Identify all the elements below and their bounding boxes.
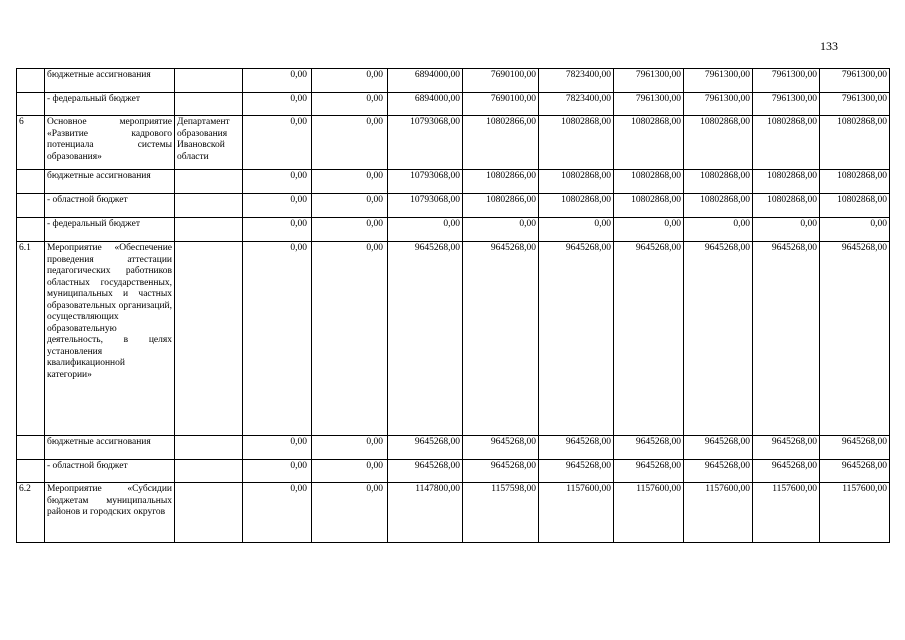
executor-cell xyxy=(175,436,243,460)
executor-cell: Департамент образования Ивановской области xyxy=(175,116,243,170)
row-number-cell: 6.1 xyxy=(17,242,45,436)
amount-cell: 9645268,00 xyxy=(614,436,684,460)
row-number-cell: 6.2 xyxy=(17,483,45,543)
amount-cell: 10802868,00 xyxy=(753,116,820,170)
executor-cell xyxy=(175,242,243,436)
amount-cell: 1157600,00 xyxy=(684,483,753,543)
amount-cell: 0,00 xyxy=(243,170,312,194)
amount-cell: 0,00 xyxy=(614,218,684,242)
amount-cell: 7690100,00 xyxy=(463,69,539,93)
page-number: 133 xyxy=(820,39,838,53)
amount-cell: 10802868,00 xyxy=(820,116,890,170)
executor-cell xyxy=(175,483,243,543)
amount-cell: 0,00 xyxy=(684,218,753,242)
amount-cell: 7823400,00 xyxy=(539,93,614,116)
amount-cell: 10793068,00 xyxy=(388,194,463,218)
amount-cell: 1157600,00 xyxy=(753,483,820,543)
amount-cell: 1157600,00 xyxy=(539,483,614,543)
amount-cell: 10802868,00 xyxy=(614,116,684,170)
amount-cell: 9645268,00 xyxy=(614,460,684,483)
amount-cell: 9645268,00 xyxy=(820,436,890,460)
row-number-cell xyxy=(17,170,45,194)
amount-cell: 0,00 xyxy=(243,93,312,116)
amount-cell: 0,00 xyxy=(463,218,539,242)
amount-cell: 0,00 xyxy=(312,170,388,194)
amount-cell: 7961300,00 xyxy=(684,93,753,116)
table-row xyxy=(17,116,890,170)
table-row xyxy=(17,170,890,194)
amount-cell: 1157600,00 xyxy=(614,483,684,543)
amount-cell: 9645268,00 xyxy=(753,436,820,460)
executor-cell xyxy=(175,218,243,242)
amount-cell: 9645268,00 xyxy=(463,460,539,483)
amount-cell: 10802866,00 xyxy=(463,194,539,218)
amount-cell: 0,00 xyxy=(243,218,312,242)
amount-cell: 0,00 xyxy=(539,218,614,242)
amount-cell: 6894000,00 xyxy=(388,69,463,93)
amount-cell: 10802868,00 xyxy=(539,194,614,218)
item-name-cell: бюджетные ассигнования xyxy=(45,170,175,194)
amount-cell: 9645268,00 xyxy=(753,460,820,483)
amount-cell: 10802868,00 xyxy=(684,194,753,218)
amount-cell: 7961300,00 xyxy=(684,69,753,93)
amount-cell: 10793068,00 xyxy=(388,170,463,194)
row-number-cell xyxy=(17,194,45,218)
amount-cell: 10802868,00 xyxy=(614,194,684,218)
amount-cell: 7961300,00 xyxy=(614,93,684,116)
amount-cell: 0,00 xyxy=(243,242,312,436)
item-name-cell: бюджетные ассигнования xyxy=(45,69,175,93)
row-number-cell: 6 xyxy=(17,116,45,170)
row-number-cell xyxy=(17,93,45,116)
executor-cell xyxy=(175,93,243,116)
amount-cell: 9645268,00 xyxy=(684,242,753,436)
amount-cell: 10802868,00 xyxy=(539,116,614,170)
amount-cell: 0,00 xyxy=(312,69,388,93)
amount-cell: 0,00 xyxy=(312,460,388,483)
amount-cell: 7961300,00 xyxy=(820,69,890,93)
amount-cell: 10802868,00 xyxy=(753,194,820,218)
item-name-cell: - федеральный бюджет xyxy=(45,218,175,242)
amount-cell: 6894000,00 xyxy=(388,93,463,116)
amount-cell: 7823400,00 xyxy=(539,69,614,93)
amount-cell: 0,00 xyxy=(312,93,388,116)
amount-cell: 9645268,00 xyxy=(684,460,753,483)
executor-cell xyxy=(175,170,243,194)
amount-cell: 1157598,00 xyxy=(463,483,539,543)
amount-cell: 1157600,00 xyxy=(820,483,890,543)
amount-cell: 9645268,00 xyxy=(463,242,539,436)
row-number-cell xyxy=(17,69,45,93)
amount-cell: 9645268,00 xyxy=(539,436,614,460)
amount-cell: 0,00 xyxy=(312,483,388,543)
amount-cell: 9645268,00 xyxy=(388,242,463,436)
amount-cell: 9645268,00 xyxy=(684,436,753,460)
amount-cell: 7961300,00 xyxy=(614,69,684,93)
amount-cell: 10802868,00 xyxy=(753,170,820,194)
amount-cell: 0,00 xyxy=(243,436,312,460)
amount-cell: 7690100,00 xyxy=(463,93,539,116)
amount-cell: 10802868,00 xyxy=(614,170,684,194)
amount-cell: 9645268,00 xyxy=(753,242,820,436)
amount-cell: 0,00 xyxy=(388,218,463,242)
amount-cell: 10802868,00 xyxy=(684,170,753,194)
amount-cell: 0,00 xyxy=(312,218,388,242)
amount-cell: 0,00 xyxy=(243,69,312,93)
amount-cell: 0,00 xyxy=(820,218,890,242)
table-row xyxy=(17,218,890,242)
executor-cell xyxy=(175,69,243,93)
amount-cell: 0,00 xyxy=(243,460,312,483)
amount-cell: 7961300,00 xyxy=(753,69,820,93)
amount-cell: 9645268,00 xyxy=(820,242,890,436)
amount-cell: 9645268,00 xyxy=(539,460,614,483)
amount-cell: 10793068,00 xyxy=(388,116,463,170)
amount-cell: 10802868,00 xyxy=(539,170,614,194)
amount-cell: 10802866,00 xyxy=(463,170,539,194)
item-name-cell: Мероприятие «Субсидии бюджетам муниципальных районов и городских округов xyxy=(45,483,175,543)
table-row xyxy=(17,69,890,93)
amount-cell: 0,00 xyxy=(312,242,388,436)
amount-cell: 9645268,00 xyxy=(820,460,890,483)
executor-cell xyxy=(175,194,243,218)
amount-cell: 9645268,00 xyxy=(539,242,614,436)
amount-cell: 0,00 xyxy=(312,116,388,170)
amount-cell: 9645268,00 xyxy=(614,242,684,436)
amount-cell: 0,00 xyxy=(243,483,312,543)
amount-cell: 0,00 xyxy=(243,194,312,218)
amount-cell: 10802868,00 xyxy=(684,116,753,170)
item-name-cell: - областной бюджет xyxy=(45,460,175,483)
row-number-cell xyxy=(17,218,45,242)
item-name-cell: бюджетные ассигнования xyxy=(45,436,175,460)
table-row xyxy=(17,483,890,543)
item-name-cell: Основное мероприятие «Развитие кадрового потенциала системы образования» xyxy=(45,116,175,170)
table-row xyxy=(17,242,890,436)
amount-cell: 0,00 xyxy=(312,436,388,460)
item-name-cell: - федеральный бюджет xyxy=(45,93,175,116)
amount-cell: 0,00 xyxy=(243,116,312,170)
table-row xyxy=(17,436,890,460)
table-row xyxy=(17,460,890,483)
amount-cell: 9645268,00 xyxy=(463,436,539,460)
amount-cell: 10802868,00 xyxy=(820,194,890,218)
amount-cell: 7961300,00 xyxy=(753,93,820,116)
row-number-cell xyxy=(17,436,45,460)
amount-cell: 0,00 xyxy=(312,194,388,218)
table-row xyxy=(17,194,890,218)
item-name-cell: Мероприятие «Обеспечение проведения аттестации педагогических работников областных государственных, муниципальных и частных образовательных организаций, осуществляющих образовательную деятельность, в целях установления квалификационной категории» xyxy=(45,242,175,436)
budget-table xyxy=(16,68,890,543)
executor-cell xyxy=(175,460,243,483)
amount-cell: 10802866,00 xyxy=(463,116,539,170)
amount-cell: 1147800,00 xyxy=(388,483,463,543)
amount-cell: 9645268,00 xyxy=(388,436,463,460)
table-row xyxy=(17,93,890,116)
row-number-cell xyxy=(17,460,45,483)
item-name-cell: - областной бюджет xyxy=(45,194,175,218)
amount-cell: 7961300,00 xyxy=(820,93,890,116)
amount-cell: 0,00 xyxy=(753,218,820,242)
amount-cell: 10802868,00 xyxy=(820,170,890,194)
amount-cell: 9645268,00 xyxy=(388,460,463,483)
